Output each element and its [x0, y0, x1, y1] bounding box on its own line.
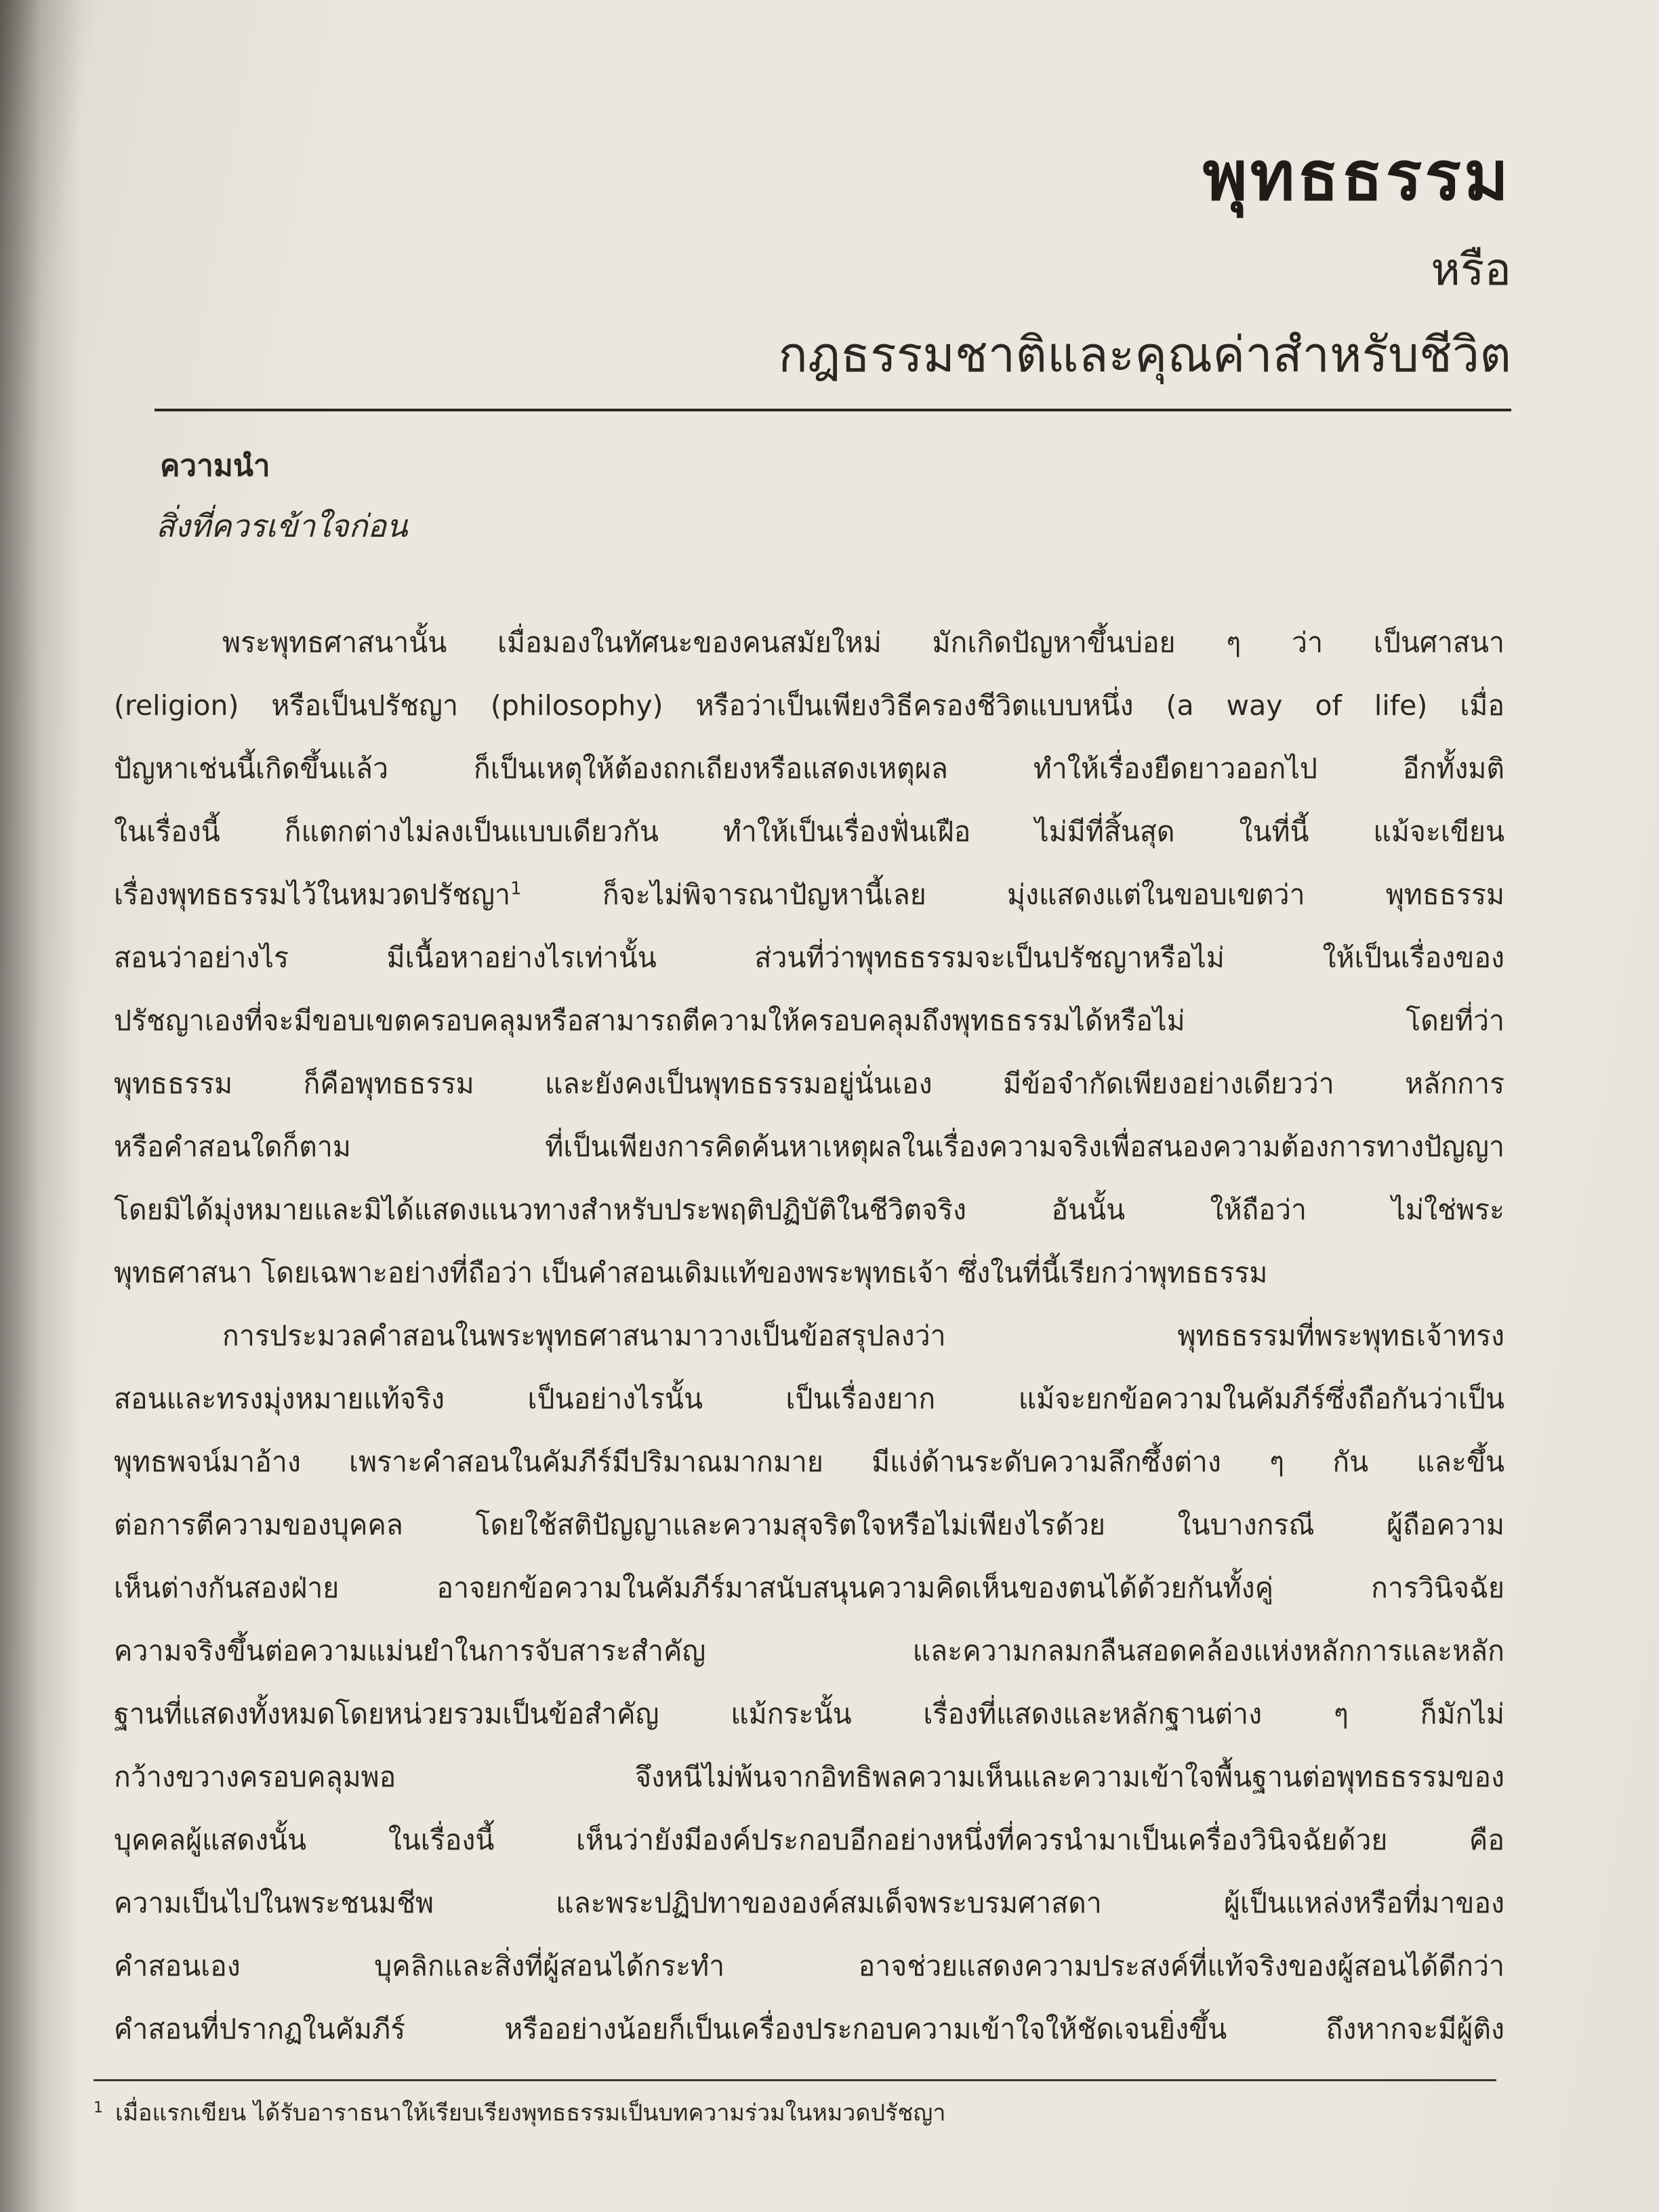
body-line: การประมวลคำสอนในพระพุทธศาสนามาวางเป็นข้อสรุปลงว่า พุทธธรรมที่พระพุทธเจ้าทรง: [222, 1319, 1504, 1352]
body-line: ในเรื่องนี้ ก็แตกต่างไม่ลงเป็นแบบเดียวกัน ทำให้เป็นเรื่องฟั่นเฝือ ไม่มีที่สิ้นสุด ในที่นี้ แม้จะเขียน: [114, 815, 1504, 848]
body-line: โดยมิได้มุ่งหมายและมิได้แสดงแนวทางสำหรับประพฤติปฏิบัติในชีวิตจริง อันนั้น ให้ถือว่า ไม่ใช่พระ: [114, 1193, 1504, 1226]
footnote-reference: 1: [510, 878, 522, 899]
body-line-part: ก็จะไม่พิจารณาปัญหานี้เลย มุ่งแสดงแต่ในขอบเขตว่า พุทธธรรม: [602, 878, 1504, 911]
footnote-divider: [94, 2079, 1496, 2081]
body-line: คำสอนที่ปรากฏในคัมภีร์ หรืออย่างน้อยก็เป็นเครื่องประกอบความเข้าใจให้ชัดเจนยิ่งขึ้น ถึงหากจะมีผู้ติง: [114, 2013, 1504, 2045]
footnote: [94, 2094, 945, 2131]
body-line: ความเป็นไปในพระชนมชีพ และพระปฏิปทาขององค์สมเด็จพระบรมศาสดา ผู้เป็นแหล่งหรือที่มาของ: [114, 1887, 1504, 1919]
title-divider: [155, 409, 1511, 411]
footnote-text: เมื่อแรกเขียน ได้รับอาราธนาให้เรียบเรียงพุทธธรรมเป็นบทความร่วมในหมวดปรัชญา: [115, 2100, 946, 2127]
body-line: สอนและทรงมุ่งหมายแท้จริง เป็นอย่างไรนั้น เป็นเรื่องยาก แม้จะยกข้อความในคัมภีร์ซึ่งถือกันว่าเป็น: [114, 1382, 1504, 1415]
body-line: ปรัชญาเองที่จะมีขอบเขตครอบคลุมหรือสามารถตีความให้ครอบคลุมถึงพุทธธรรมได้หรือไม่ โดยที่ว่า: [114, 1004, 1504, 1037]
footnote-marker: 1: [94, 2099, 103, 2116]
body-line: พุทธศาสนา โดยเฉพาะอย่างที่ถือว่า เป็นคำสอนเดิมแท้ของพระพุทธเจ้า ซึ่งในที่นี้เรียกว่าพุทธธรรม: [114, 1256, 1268, 1289]
body-line: พุทธธรรม ก็คือพุทธธรรม และยังคงเป็นพุทธธรรมอยู่นั่นเอง มีข้อจำกัดเพียงอย่างเดียวว่า หลักการ: [114, 1067, 1504, 1100]
page-subtitle: กฎธรรมชาติและคุณค่าสำหรับชีวิต: [778, 326, 1511, 383]
body-line: กว้างขวางครอบคลุมพอ จึงหนีไม่พ้นจากอิทธิพลความเห็นและความเข้าใจพื้นฐานต่อพุทธธรรมของ: [114, 1761, 1504, 1793]
body-line: ฐานที่แสดงทั้งหมดโดยหน่วยรวมเป็นข้อสำคัญ แม้กระนั้น เรื่องที่แสดงและหลักฐานต่าง ๆ ก็มักไม่: [114, 1698, 1504, 1730]
body-line: (religion) หรือเป็นปรัชญา (philosophy) หรือว่าเป็นเพียงวิธีครองชีวิตแบบหนึ่ง (a way of life) เมื่อ: [114, 689, 1504, 722]
body-line: หรือคำสอนใดก็ตาม ที่เป็นเพียงการคิดค้นหาเหตุผลในเรื่องความจริงเพื่อสนองความต้องการทางปัญญา: [114, 1130, 1504, 1163]
body-line-part: เรื่องพุทธธรรมไว้ในหมวดปรัชญา: [114, 878, 511, 911]
title-conjunction: หรือ: [1431, 243, 1511, 295]
section-subheading: สิ่งที่ควรเข้าใจก่อน: [156, 508, 408, 544]
body-line: พระพุทธศาสนานั้น เมื่อมองในทัศนะของคนสมัยใหม่ มักเกิดปัญหาขึ้นบ่อย ๆ ว่า เป็นศาสนา: [222, 626, 1504, 659]
body-line: พุทธพจน์มาอ้าง เพราะคำสอนในคัมภีร์มีปริมาณมากมาย มีแง่ด้านระดับความลึกซึ้งต่าง ๆ กัน และขึ้น: [114, 1446, 1504, 1478]
body-line: สอนว่าอย่างไร มีเนื้อหาอย่างไรเท่านั้น ส่วนที่ว่าพุทธธรรมจะเป็นปรัชญาหรือไม่ ให้เป็นเรื่องของ: [114, 941, 1504, 974]
section-heading: ความนำ: [160, 449, 270, 483]
body-line: เห็นต่างกันสองฝ่าย อาจยกข้อความในคัมภีร์มาสนับสนุนความคิดเห็นของตนได้ด้วยกันทั้งคู่ การวินิจฉัย: [114, 1572, 1504, 1604]
body-line: บุคคลผู้แสดงนั้น ในเรื่องนี้ เห็นว่ายังมีองค์ประกอบอีกอย่างหนึ่งที่ควรนำมาเป็นเครื่องวินิจฉัยด้วย คือ: [114, 1824, 1504, 1856]
body-line: ต่อการตีความของบุคคล โดยใช้สติปัญญาและความสุจริตใจหรือไม่เพียงไรด้วย ในบางกรณี ผู้ถือความ: [114, 1509, 1504, 1541]
body-text: [114, 611, 1504, 2061]
spine-shadow: [0, 0, 81, 2212]
body-line: คำสอนเอง บุคลิกและสิ่งที่ผู้สอนได้กระทำ อาจช่วยแสดงความประสงค์ที่แท้จริงของผู้สอนได้ดีกว่า: [114, 1950, 1504, 1982]
body-line: ความจริงขึ้นต่อความแม่นยำในการจับสาระสำคัญ และความกลมกลืนสอดคล้องแห่งหลักการและหลัก: [114, 1635, 1504, 1667]
body-line-with-footnote: [114, 863, 1504, 926]
page-title: พุทธธรรม: [1202, 136, 1511, 216]
body-line: ปัญหาเช่นนี้เกิดขึ้นแล้ว ก็เป็นเหตุให้ต้องถกเถียงหรือแสดงเหตุผล ทำให้เรื่องยืดยาวออกไป อีกทั้งมติ: [114, 752, 1504, 785]
